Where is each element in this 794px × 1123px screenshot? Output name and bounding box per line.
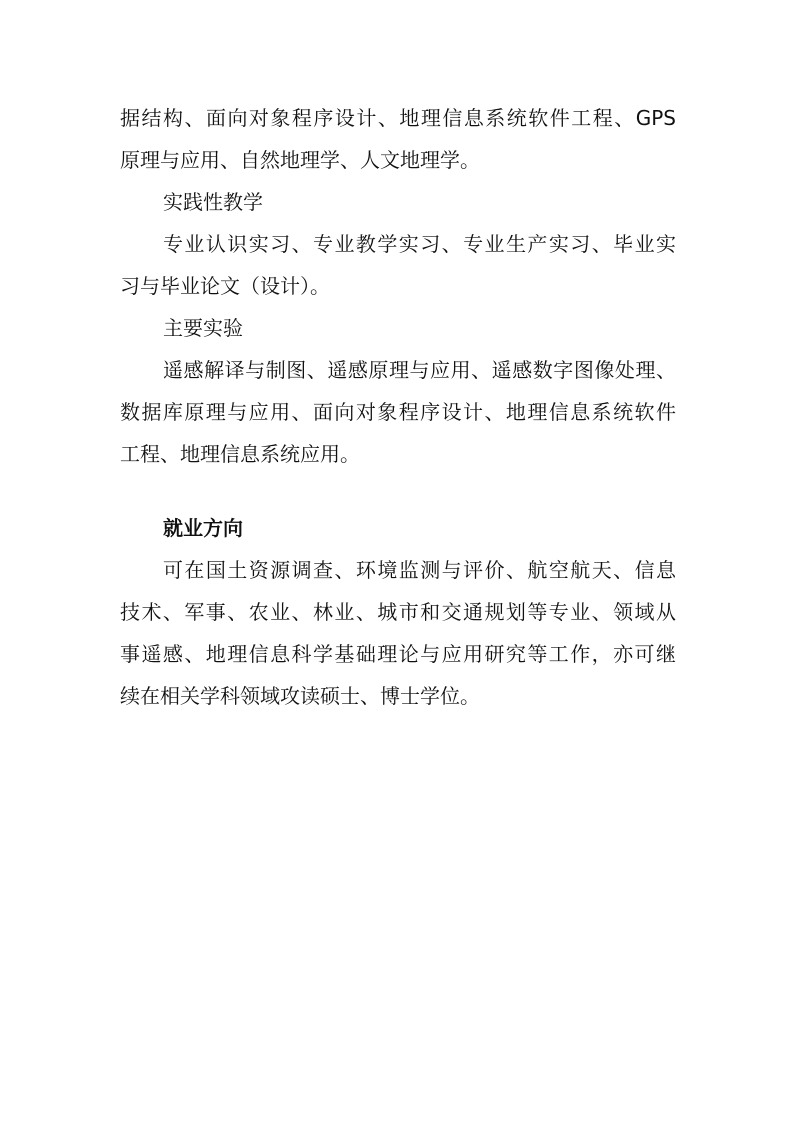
experiments-line-1: 遥感解译与制图、遥感原理与应用、遥感数字图像处理、 <box>163 358 676 382</box>
experiments-heading: 主要实验 <box>163 316 243 340</box>
employment-line-4: 续在相关学科领域攻读硕士、博士学位。 <box>120 684 480 708</box>
section-spacer <box>120 475 676 507</box>
employment-heading: 就业方向 <box>163 516 243 540</box>
practice-line-2: 习与毕业论文（设计）。 <box>120 274 330 298</box>
practice-line-1: 专业认识实习、专业教学实习、专业生产实习、毕业实 <box>163 232 676 256</box>
employment-line-1: 可在国土资源调查、环境监测与评价、航空航天、信息 <box>163 558 676 582</box>
employment-line-2: 技术、军事、农业、林业、城市和交通规划等专业、领域从 <box>120 600 676 624</box>
curriculum-line-1: 据结构、面向对象程序设计、地理信息系统软件工程、GPS <box>120 106 676 130</box>
experiments-line-3: 工程、地理信息系统应用。 <box>120 442 360 466</box>
document-body <box>120 97 676 717</box>
practice-heading: 实践性教学 <box>163 190 263 214</box>
experiments-line-2: 数据库原理与应用、面向对象程序设计、地理信息系统软件 <box>120 400 676 424</box>
curriculum-line-2: 原理与应用、自然地理学、人文地理学。 <box>120 148 480 172</box>
employment-line-3: 事遥感、地理信息科学基础理论与应用研究等工作，亦可继 <box>120 642 676 666</box>
